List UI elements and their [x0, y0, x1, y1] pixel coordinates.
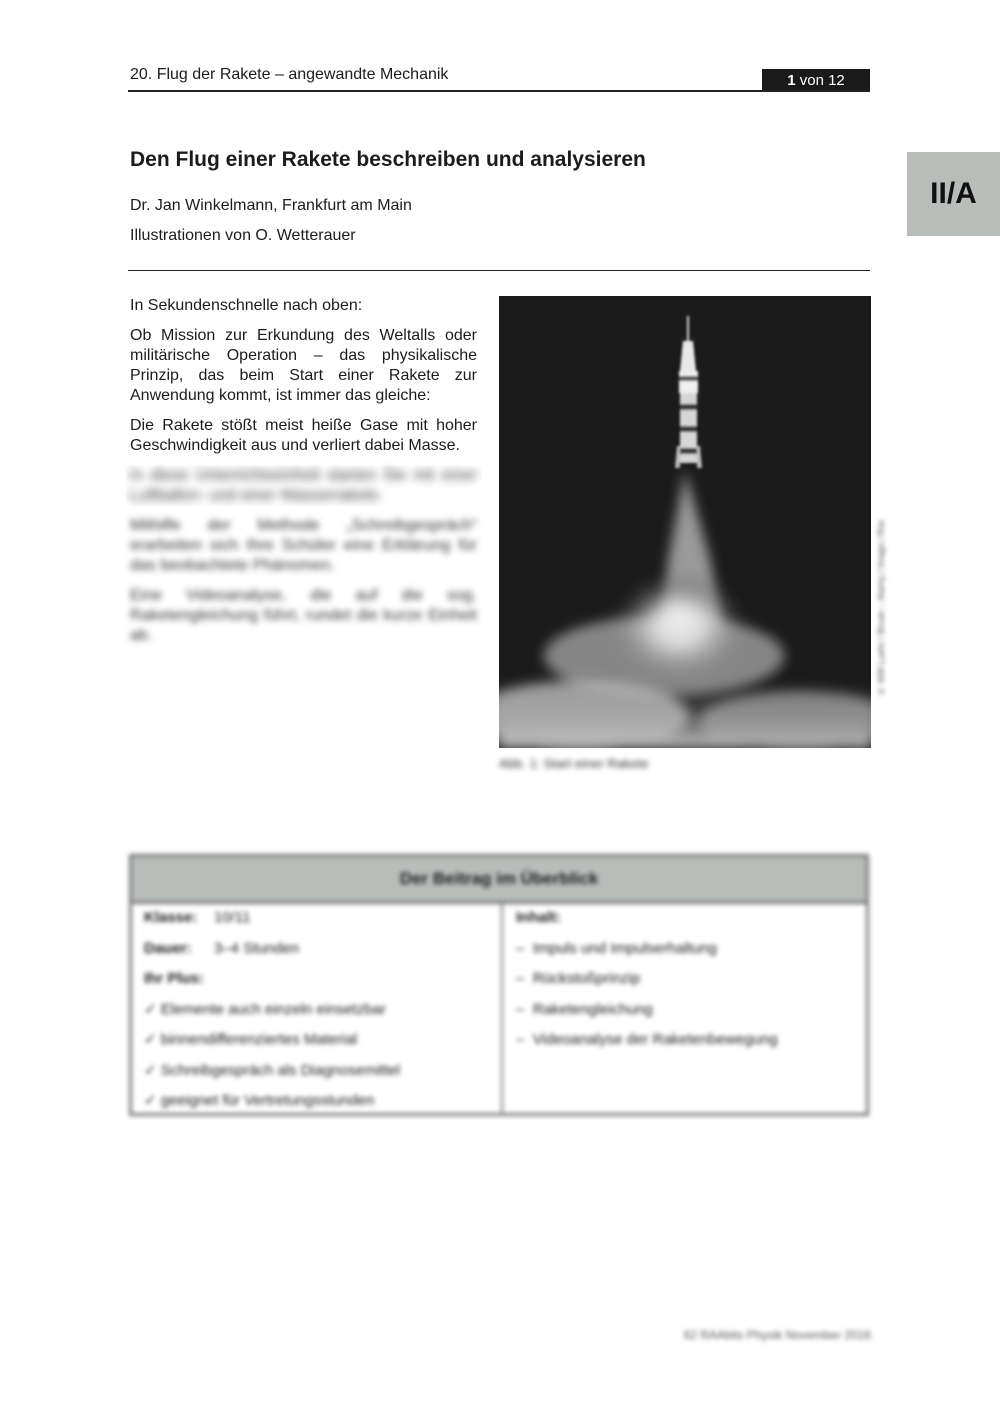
plus-item: ✓ binnendifferenziertes Material	[144, 1031, 358, 1048]
overview-inhalt-row	[516, 907, 856, 938]
plus-item: ✓ geeignet für Vertretungsstunden	[144, 1092, 375, 1109]
plus-item: ✓ Schreibgespräch als Diagnosemittel	[144, 1061, 401, 1079]
check-icon: ✓	[144, 1031, 161, 1048]
photo-credit: © Willi Luehr / Bnuer – Alamy / Imago / Rss	[876, 520, 886, 697]
inhalt-item: – Raketengleichung	[516, 1000, 653, 1018]
header-rule	[128, 90, 870, 92]
photo-caption: Abb. 1: Start einer Rakete	[499, 756, 649, 771]
title-rule	[128, 270, 870, 271]
intro-paragraph-4: Mithilfe der Methode „Schreibgespräch“ erarbeiten sich Ihre Schüler eine Erklärung für das beobachtete Phänomen.	[130, 517, 477, 574]
check-icon: ✓	[144, 1000, 161, 1018]
blur-overlay	[126, 466, 482, 506]
inhalt-label: Inhalt:	[516, 909, 561, 926]
page-number-badge	[762, 69, 870, 92]
dauer-value: 3–4 Stunden	[214, 939, 300, 957]
intro-paragraph-5: Eine Videoanalyse, die auf die sog. Raketengleichung führt, rundet die kurze Einheit ab.	[130, 587, 477, 644]
check-icon: ✓	[144, 1092, 161, 1109]
overview-left-column	[144, 907, 504, 1121]
inhalt-item: – Impuls und Impulserhaltung	[516, 939, 717, 957]
document-author: Dr. Jan Winkelmann, Frankfurt am Main	[130, 197, 412, 214]
inhalt-item: – Videoanalyse der Raketenbewegung	[516, 1031, 778, 1048]
dash-bullet-icon: –	[516, 1000, 533, 1018]
plus-item: ✓ Elemente auch einzeln einsetzbar	[144, 1000, 386, 1018]
plus-label: Ihr Plus:	[144, 970, 205, 987]
page-number-total: von 12	[795, 72, 845, 89]
running-header-title: 20. Flug der Rakete – angewandte Mechanik	[130, 66, 449, 83]
overview-right-column	[516, 907, 856, 1060]
document-title: Den Flug einer Rakete beschreiben und analysieren	[130, 148, 646, 171]
intro-heading: In Sekundenschnelle nach oben:	[130, 297, 363, 314]
page-footer: 62 RAAbits Physik November 2016	[683, 1328, 871, 1342]
page-number-current: 1	[787, 72, 796, 89]
overview-plus-row	[144, 968, 504, 999]
dash-bullet-icon: –	[516, 939, 533, 957]
rocket-photo	[499, 296, 871, 748]
overview-dauer-row	[144, 938, 504, 969]
overview-heading: Der Beitrag im Überblick	[132, 857, 866, 904]
rocket-launch-image	[499, 296, 871, 748]
inhalt-item: – Rückstoßprinzip	[516, 970, 641, 987]
check-icon: ✓	[144, 1061, 161, 1079]
dash-bullet-icon: –	[516, 1031, 533, 1048]
intro-paragraph-3: In diese Unterrichtseinheit starten Sie mit einer Luftballon- und einer Wasserrakete.	[130, 467, 477, 504]
dauer-label: Dauer:	[144, 939, 192, 957]
intro-paragraph-2: Die Rakete stößt meist heiße Gase mit hoher Geschwindigkeit aus und verliert dabei Masse.	[130, 417, 477, 454]
intro-paragraph-1: Ob Mission zur Erkundung des Weltalls oder militärische Operation – das physikalische Prinzip, das beim Start einer Rakete zur Anwendung kommt, ist immer das gleiche:	[130, 327, 477, 404]
klasse-label: Klasse:	[144, 909, 198, 926]
section-tab: II/A	[907, 152, 1000, 236]
document-illustrator: Illustrationen von O. Wetterauer	[130, 227, 356, 244]
overview-box	[129, 854, 869, 1116]
overview-klasse-row	[144, 907, 504, 938]
dash-bullet-icon: –	[516, 970, 533, 987]
klasse-value: 10/11	[214, 909, 251, 926]
